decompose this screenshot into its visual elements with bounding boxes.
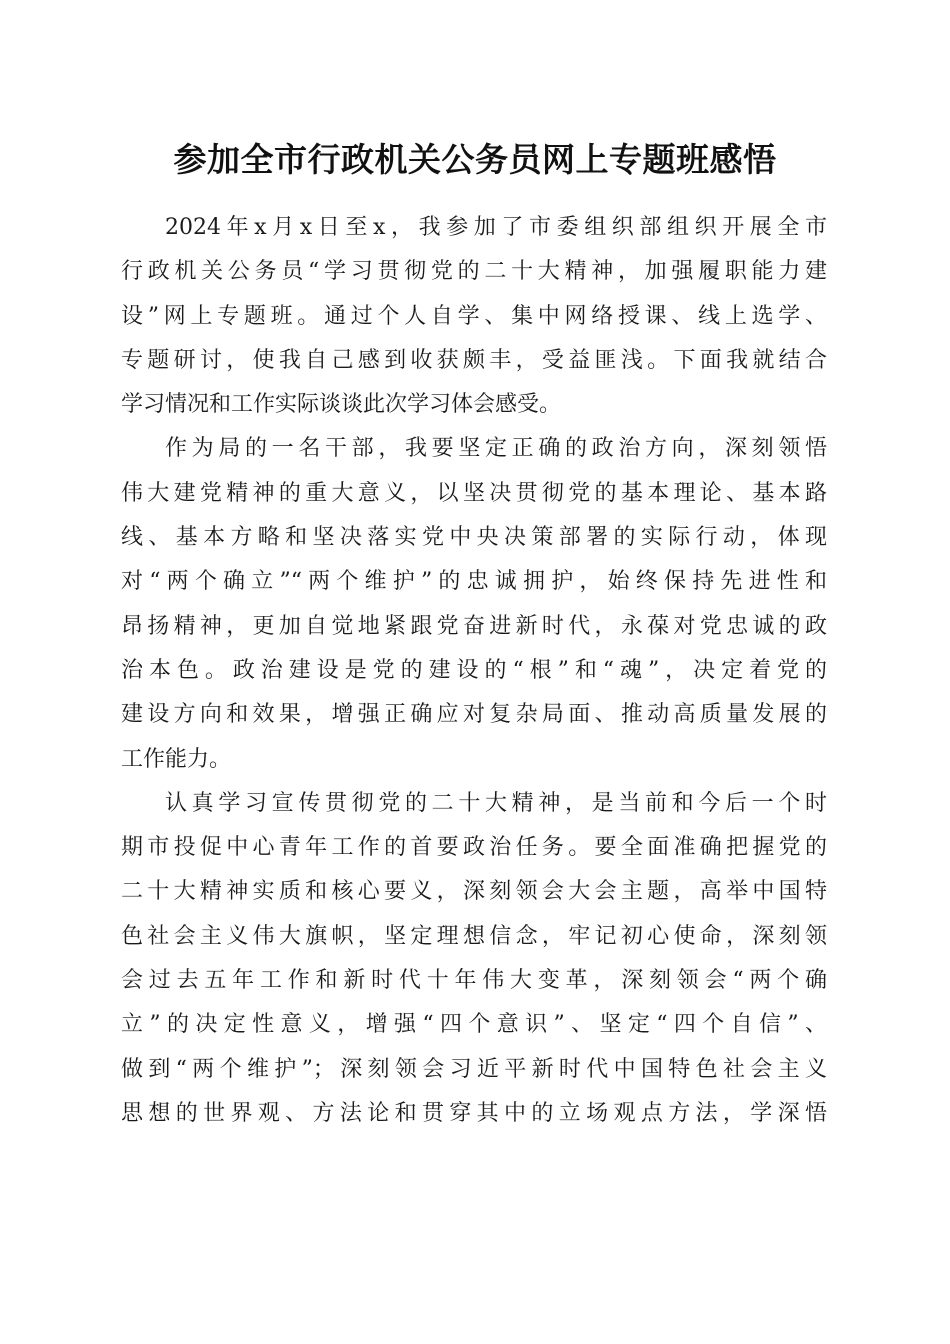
text-line: 作为局的一名干部，我要坚定正确的政治方向，深刻领悟 [165,436,827,462]
paragraph-2 [121,427,827,781]
text-line: 伟大建党精神的重大意义，以坚决贯彻党的基本理论、基本路 [121,480,827,506]
text-line: 治本色。政治建设是党的建设的“根”和“魂”，决定着党的 [121,657,827,683]
text-line: 对“两个确立”“两个维护”的忠诚拥护，始终保持先进性和 [121,569,827,595]
text-line: 二十大精神实质和核心要义，深刻领会大会主题，高举中国特 [121,879,827,905]
text-line: 专题研讨，使我自己感到收获颇丰，受益匪浅。下面我就结合 [121,347,827,373]
document-body [121,206,827,1136]
text-line: 工作能力。 [121,746,232,772]
text-line: 认真学习宣传贯彻党的二十大精神，是当前和今后一个时 [165,790,827,816]
text-line: 思想的世界观、方法论和贯穿其中的立场观点方法，学深悟 [121,1100,827,1126]
text-line: 期市投促中心青年工作的首要政治任务。要全面准确把握党的 [121,835,827,861]
text-line: 学习情况和工作实际谈谈此次学习体会感受。 [121,392,562,418]
text-line: 设”网上专题班。通过个人自学、集中网络授课、线上选学、 [121,303,827,329]
text-line: 立”的决定性意义，增强“四个意识”、坚定“四个自信”、 [121,1012,827,1038]
text-line: 做到“两个维护”；深刻领会习近平新时代中国特色社会主义 [121,1056,827,1082]
text-line: 昂扬精神，更加自觉地紧跟党奋进新时代，永葆对党忠诚的政 [121,613,827,639]
text-line: 行政机关公务员“学习贯彻党的二十大精神，加强履职能力建 [121,259,827,285]
document-title: 参加全市行政机关公务员网上专题班感悟 [173,140,777,179]
paragraph-3 [121,782,827,1136]
text-line: 线、基本方略和坚决落实党中央决策部署的实际行动，体现 [121,525,827,551]
text-line: 2024年x月x日至x，我参加了市委组织部组织开展全市 [165,215,827,240]
paragraph-1 [121,206,827,427]
text-line: 会过去五年工作和新时代十年伟大变革，深刻领会“两个确 [121,968,827,994]
text-line: 色社会主义伟大旗帜，坚定理想信念，牢记初心使命，深刻领 [121,923,827,949]
text-line: 建设方向和效果，增强正确应对复杂局面、推动高质量发展的 [121,702,827,728]
